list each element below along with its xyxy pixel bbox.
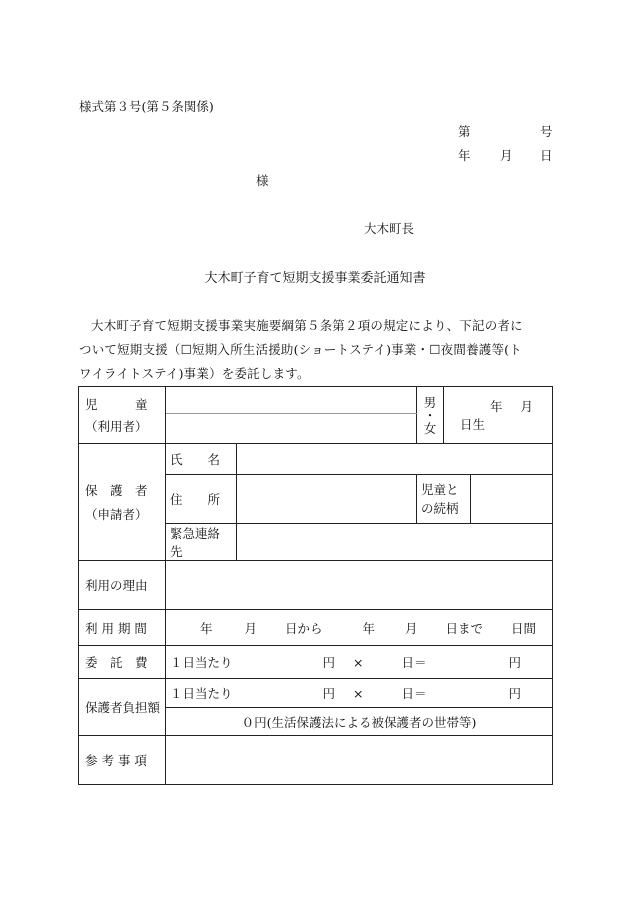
fee-field[interactable]: [166, 646, 553, 679]
burden-total-yen: 円: [508, 686, 521, 701]
body-text: [79, 314, 555, 386]
fee-label: [79, 646, 166, 679]
body-line-2: ついて短期支援（☐短期入所生活援助(ショートステイ)事業・☐夜間養護等(ト: [79, 342, 522, 357]
fee-yen: 円: [322, 655, 336, 670]
child-name-field[interactable]: [166, 414, 417, 444]
burden-field[interactable]: [166, 679, 553, 708]
doc-number-prefix: 第: [458, 124, 471, 139]
guardian-address-field[interactable]: [237, 475, 417, 524]
birth-month: 月: [520, 399, 534, 414]
guardian-label-sub: （申請者）: [85, 507, 148, 522]
name-label: 氏 名: [166, 444, 237, 475]
period-year-to: 年: [362, 620, 376, 636]
fee-times: ×: [353, 655, 364, 670]
issuer: 大木町長: [364, 221, 415, 236]
remarks-label: 参 考 事 項: [79, 736, 166, 785]
emergency-label: 緊急連絡先: [166, 524, 237, 561]
period-field[interactable]: [166, 610, 553, 646]
date-month: 月: [500, 148, 513, 163]
gender-female[interactable]: 女: [423, 420, 437, 436]
zero-yen-note: ０円(生活保護法による被保護者の世帯等): [166, 708, 553, 736]
guardian-name-field[interactable]: [237, 444, 553, 475]
body-line-1: 大木町子育て短期支援事業実施要綱第５条第２項の規定により、下記の者に: [91, 318, 523, 333]
form-table: [78, 386, 553, 785]
child-label-main: 児 童: [85, 397, 148, 412]
date-day: 日: [540, 148, 553, 163]
emergency-field[interactable]: [237, 524, 553, 561]
child-label: [79, 387, 166, 444]
burden-days-eq: 日＝: [401, 686, 427, 701]
period-month-from: 月: [244, 620, 258, 636]
period-to: 日まで: [445, 620, 484, 636]
relation-label-b: の続柄: [421, 501, 459, 516]
birth-day: 日生: [460, 417, 486, 432]
addressee-suffix: 様: [256, 173, 269, 188]
birthdate-field[interactable]: [444, 387, 553, 444]
fee-label-text: 委 託 費: [85, 655, 148, 670]
gender-select[interactable]: [417, 387, 444, 444]
form-number: 様式第３号(第５条関係): [79, 99, 214, 114]
fee-days-eq: 日＝: [401, 655, 427, 670]
period-year-from: 年: [200, 620, 213, 636]
fee-total-yen: 円: [508, 655, 521, 670]
guardian-label: [79, 444, 166, 561]
period-label: 利 用 期 間: [79, 610, 166, 646]
child-label-sub: （利用者）: [85, 419, 148, 434]
fee-per-day: １日当たり: [170, 655, 233, 670]
birth-year: 年: [490, 399, 503, 414]
address-label: 住 所: [166, 475, 237, 524]
period-days: 日間: [511, 620, 537, 636]
burden-label: 保護者負担額: [79, 679, 166, 736]
period-month-to: 月: [405, 620, 418, 636]
gender-dot: ・: [423, 407, 437, 423]
body-line-3: ワイライトステイ)事業）を委託します。: [79, 366, 310, 381]
relation-label: [417, 475, 471, 524]
period-from: 日から: [285, 620, 323, 636]
gender-male[interactable]: 男: [423, 394, 437, 410]
burden-times: ×: [353, 686, 364, 701]
burden-per-day: １日当たり: [170, 686, 233, 701]
remarks-field[interactable]: [166, 736, 553, 785]
relation-field[interactable]: [471, 475, 553, 524]
guardian-label-main: 保 護 者: [85, 483, 148, 498]
date-year: 年: [458, 148, 471, 163]
doc-number-suffix: 号: [540, 124, 553, 139]
document-title: 大木町子育て短期支援事業委託通知書: [204, 271, 426, 286]
relation-label-a: 児童と: [421, 482, 459, 497]
burden-yen: 円: [322, 686, 336, 701]
reason-label: 利用の理由: [79, 561, 166, 610]
reason-field[interactable]: [166, 561, 553, 610]
child-furigana-field[interactable]: [166, 387, 417, 414]
